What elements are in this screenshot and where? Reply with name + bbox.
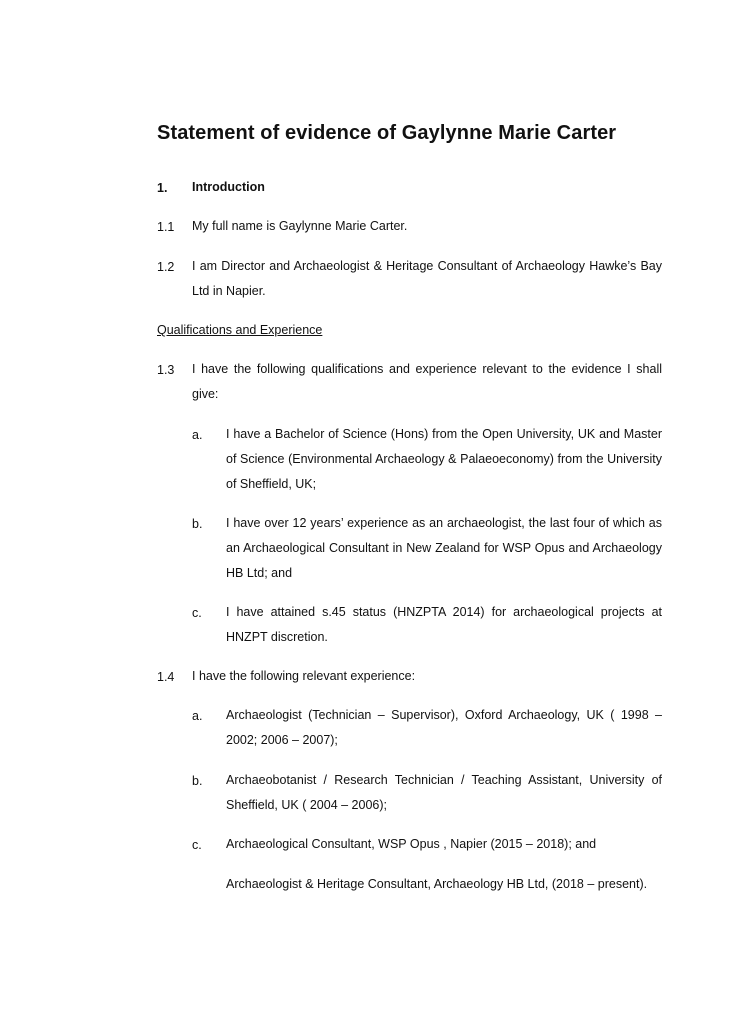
paragraph-text-1-2: I am Director and Archaeologist & Heritage Consultant of Archaeology Hawke’s Bay Ltd in Napier. [192,259,662,298]
list-item-text: Archaeobotanist / Research Technician / Teaching Assistant, University of Sheffield, UK ( 2004 – 2006); [226,773,662,812]
list-item-text: Archaeological Consultant, WSP Opus , Napier (2015 – 2018); and [226,837,597,851]
document-title: Statement of evidence of Gaylynne Marie Carter [157,122,617,144]
list-item-text: I have a Bachelor of Science (Hons) from the Open University, UK and Master of Science (Environmental Archaeology & Palaeoeconomy) from the University of Sheffield, UK; [226,427,662,491]
paragraph-number-1-4: 1.4 [157,670,175,684]
list-item-letter: a. [192,428,203,442]
section-number: 1. [157,181,168,195]
list-item-letter: b. [192,517,203,531]
list-item-letter: c. [192,606,202,620]
list-item-text: Archaeologist (Technician – Supervisor), Oxford Archaeology, UK ( 1998 – 2002; 2006 – 2007); [226,708,662,747]
list-item-letter: a. [192,709,203,723]
paragraph-number-1-1: 1.1 [157,220,175,234]
list-item-text: I have attained s.45 status (HNZPTA 2014) for archaeological projects at HNZPT discretion. [226,605,662,644]
list-item-letter: c. [192,838,202,852]
subheading-qualifications: Qualifications and Experience [157,323,323,337]
list-item-text: I have over 12 years’ experience as an archaeologist, the last four of which as an Archaeological Consultant in New Zealand for WSP Opus and Archaeology HB Ltd; and [226,516,662,580]
list-item-letter: b. [192,774,203,788]
paragraph-text-1-1: My full name is Gaylynne Marie Carter. [192,219,408,233]
list-item-continuation: Archaeologist & Heritage Consultant, Archaeology HB Ltd, (2018 – present). [226,877,648,891]
section-heading: Introduction [192,180,265,194]
paragraph-number-1-3: 1.3 [157,363,175,377]
paragraph-text-1-4: I have the following relevant experience: [192,669,416,683]
paragraph-number-1-2: 1.2 [157,260,175,274]
paragraph-text-1-3: I have the following qualifications and experience relevant to the evidence I shall give: [192,362,662,401]
